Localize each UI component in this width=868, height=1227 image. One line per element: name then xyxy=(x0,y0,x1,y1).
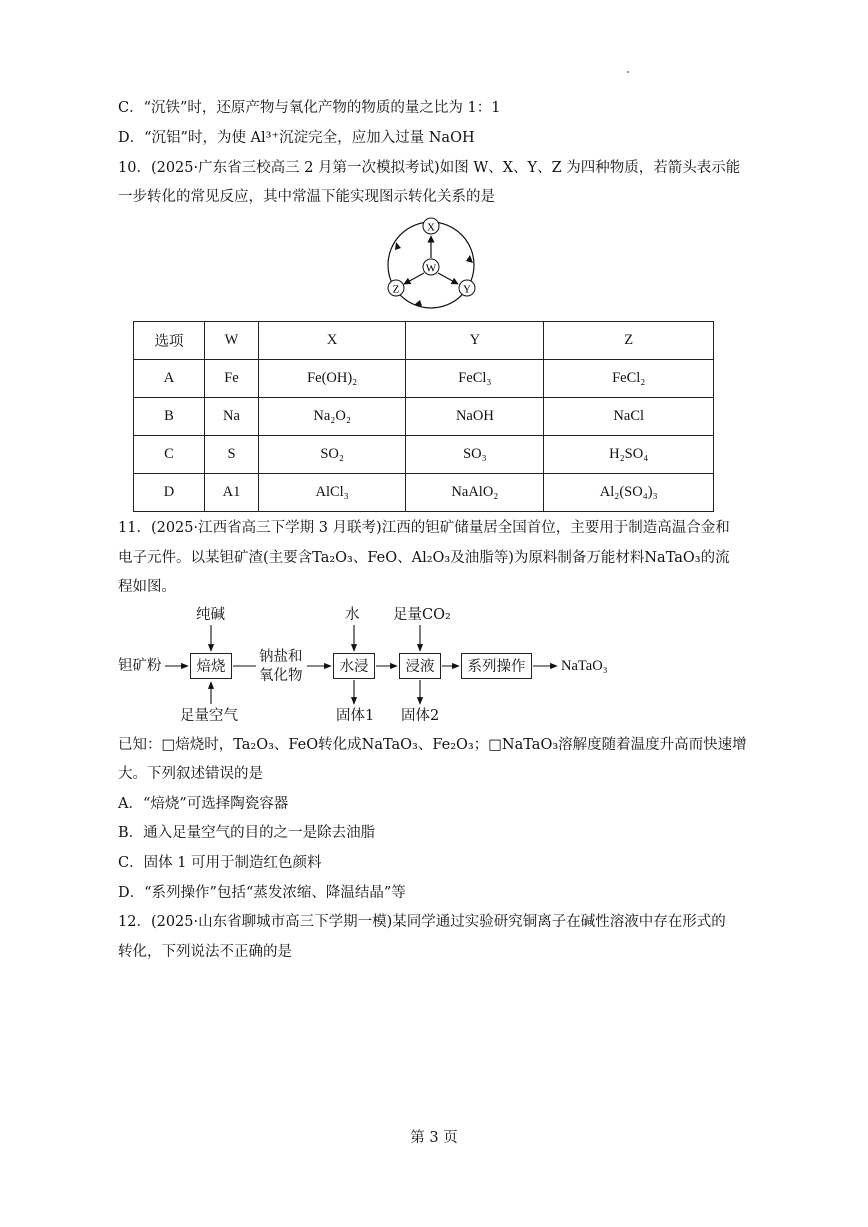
flow-solid2: 固体2 xyxy=(401,708,440,724)
option-d: D．“系列操作”包括“蒸发浓缩、降温结晶”等 xyxy=(118,885,406,901)
flow-co2: 足量CO₂ xyxy=(393,607,451,623)
table-cell: C xyxy=(134,436,205,474)
node-w-label: W xyxy=(425,262,437,275)
table-cell: S xyxy=(205,436,259,474)
table-cell: FeCl₃ xyxy=(406,360,544,398)
table-header-cell: 选项 xyxy=(134,322,205,360)
table-cell: FeCl₂ xyxy=(544,360,714,398)
table-header-cell: X xyxy=(258,322,405,360)
table-cell: H₂SO₄ xyxy=(544,436,714,474)
table-cell: Na₂O₂ xyxy=(258,398,405,436)
option-c: C．固体 1 可用于制造红色颜料 xyxy=(118,855,322,871)
flow-product: NaTaO₃ xyxy=(561,658,608,674)
option-c-prev: C．“沉铁”时，还原产物与氧化产物的物质的量之比为 1：1 xyxy=(118,100,501,116)
node-x-label: X xyxy=(427,221,435,234)
table-header-cell: W xyxy=(205,322,259,360)
table-cell: SO₃ xyxy=(406,436,544,474)
question-12-line2: 转化，下列说法不正确的是 xyxy=(118,944,292,960)
table-cell: D xyxy=(134,474,205,512)
option-b: B．通入足量空气的目的之一是除去油脂 xyxy=(118,825,376,841)
question-10-line1: 10．(2025·广东省三校高三 2 月第一次模拟考试)如图 W、X、Y、Z 为四种物质，若箭头表示能 xyxy=(118,160,741,176)
flow-air: 足量空气 xyxy=(180,708,238,724)
flow-start: 钽矿粉 xyxy=(118,658,162,674)
table-header-cell: Y xyxy=(406,322,544,360)
table-cell: A xyxy=(134,360,205,398)
flow-soda: 纯碱 xyxy=(196,607,225,623)
table-cell: AlCl₃ xyxy=(258,474,405,512)
question-11-line2: 电子元件。以某钽矿渣(主要含Ta₂O₃、FeO、Al₂O₃及油脂等)为原料制备万能材料NaTaO₃的流 xyxy=(118,550,730,566)
table-cell: A1 xyxy=(205,474,259,512)
table-cell: Na xyxy=(205,398,259,436)
question-10-line2: 一步转化的常见反应，其中常温下能实现图示转化关系的是 xyxy=(118,189,495,205)
table-header-cell: Z xyxy=(544,322,714,360)
flow-roast-box: 焙烧 xyxy=(190,653,232,679)
table-cell: SO₂ xyxy=(258,436,405,474)
table-cell: NaAlO₂ xyxy=(406,474,544,512)
flow-leachate-box: 浸液 xyxy=(399,653,441,679)
table-cell: Fe(OH)₂ xyxy=(258,360,405,398)
node-y-label: Y xyxy=(463,283,471,296)
table-cell: B xyxy=(134,398,205,436)
flow-mid2: 氧化物 xyxy=(259,668,303,684)
known-line2: 大。下列叙述错误的是 xyxy=(118,766,263,782)
page-number: 第 3 页 xyxy=(410,1130,458,1146)
table-cell: Fe xyxy=(205,360,259,398)
question-11-line1: 11．(2025·江西省高三下学期 3 月联考)江西的钽矿储量居全国首位，主要用于制造高温合金和 xyxy=(118,520,730,536)
flow-leach-box: 水浸 xyxy=(333,653,375,679)
node-z-label: Z xyxy=(392,283,400,296)
option-a: A．“焙烧”可选择陶瓷容器 xyxy=(118,796,289,812)
flow-solid1: 固体1 xyxy=(336,708,375,724)
option-d-prev: D．“沉铝”时，为使 Al³⁺沉淀完全，应加入过量 NaOH xyxy=(118,130,475,146)
flow-mid1: 钠盐和 xyxy=(259,649,303,665)
flow-water: 水 xyxy=(345,607,360,623)
known-line1: 已知：□焙烧时，Ta₂O₃、FeO转化成NaTaO₃、Fe₂O₃；□NaTaO₃溶解度随着温度升高而快速增 xyxy=(118,737,747,753)
table-cell: NaOH xyxy=(406,398,544,436)
table-cell: Al₂(SO₄)₃ xyxy=(544,474,714,512)
flow-series-box: 系列操作 xyxy=(461,653,532,679)
question-11-line3: 程如图。 xyxy=(118,579,176,595)
question-12-line1: 12．(2025·山东省聊城市高三下学期一模)某同学通过实验研究铜离子在碱性溶液中存在形式的 xyxy=(118,914,726,930)
table-cell: NaCl xyxy=(544,398,714,436)
